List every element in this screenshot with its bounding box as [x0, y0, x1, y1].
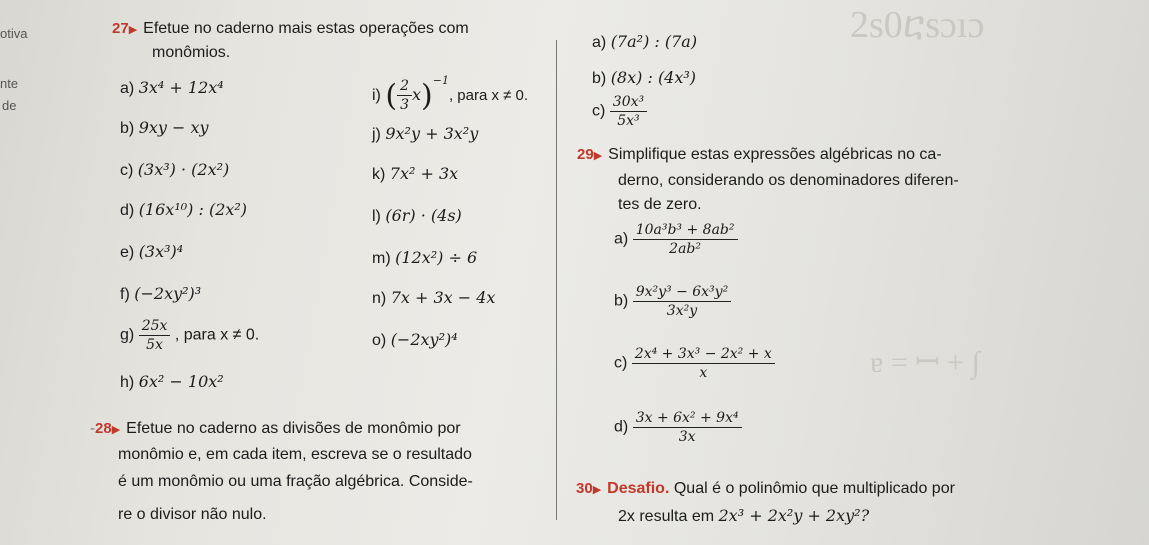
q28-item-a: a) (7a²) : (7a) — [592, 32, 698, 51]
fraction: $\frac{\text{9x²y³ − 6x³y²}}{\text{3x²y}}$ — [633, 284, 732, 319]
q28-number: 28 — [95, 420, 112, 437]
q27-header — [112, 20, 469, 38]
q27-item-m: m) (12x²) ÷ 6 — [372, 248, 478, 267]
q27-item-l: l) (6r) · (4s) — [372, 206, 462, 225]
q28-line: re o divisor não nulo. — [118, 506, 267, 523]
q27-item-o: o) (−2xy²)⁴ — [372, 330, 458, 349]
margin-fragment: otiva — [0, 26, 28, 41]
bleed-through-text: ɐ = ꟷ + ∫ — [870, 346, 980, 379]
q30-title: Desafio. — [607, 480, 670, 497]
fraction: $\frac{\text{30x³}}{\text{5x³}}$ — [610, 94, 647, 129]
q28-item-c: c) $\frac{\text{30x³}}{\text{5x³}}$ — [592, 94, 647, 129]
q27-item-e: e) (3x³)⁴ — [120, 242, 184, 261]
q30-line2: 2x resulta em 2x³ + 2x²y + 2xy²? — [618, 506, 870, 525]
q29-line: tes de zero. — [618, 196, 702, 213]
fraction: $\frac{\text{10a³b³ + 8ab²}}{\text{2ab²}}$ — [633, 222, 738, 257]
q28-header: -28▶ Efetue no caderno as divisões de monômio por — [90, 420, 461, 437]
fraction: $\frac{25x}{5x}$ — [139, 318, 171, 353]
q27-item-a: a) 3x⁴ + 12x⁴ — [120, 78, 224, 97]
q28-line: é um monômio ou uma fração algébrica. Conside- — [118, 473, 473, 490]
q27-intro: Efetue no caderno mais estas operações com — [143, 20, 469, 37]
q27-item-i: i) ( $\frac{2}{3}$ x)$^{-1}$, para x ≠ 0. — [372, 74, 529, 114]
q27-item-n: n) 7x + 3x − 4x — [372, 288, 496, 307]
q27-number: 27 — [112, 20, 129, 37]
margin-fragment: nte — [0, 76, 19, 91]
q30-header: 30▶ Desafio. Qual é o polinômio que multiplicado por — [576, 480, 955, 497]
q29-item-a: a) $\frac{\text{10a³b³ + 8ab²}}{\text{2ab²}}$ — [614, 222, 738, 257]
q27-item-g: g) $\frac{25x}{5x}$ , para x ≠ 0. — [120, 318, 260, 353]
q27-item-k: k) 7x² + 3x — [372, 164, 459, 183]
q27-item-j: j) 9x²y + 3x²y — [372, 124, 479, 143]
q29-item-b: b) $\frac{\text{9x²y³ − 6x³y²}}{\text{3x²y}}$ — [614, 284, 731, 319]
q27-item-b: b) 9xy − xy — [120, 118, 209, 137]
q28-line: monômio e, em cada item, escreva se o resultado — [118, 446, 472, 463]
q27-item-d: d) (16x¹⁰) : (2x²) — [120, 200, 248, 219]
q27-item-f: f) (−2xy²)³ — [120, 284, 202, 303]
q27-item-c: c) (3x³) · (2x²) — [120, 160, 230, 179]
fraction: $\frac{\text{3x + 6x² + 9x⁴}}{3x}$ — [633, 410, 742, 445]
q29-number: 29 — [577, 146, 594, 163]
q27-item-h: h) 6x² − 10x² — [120, 372, 224, 391]
bleed-through-text: 2s0ⴀsɔıɔ — [850, 4, 985, 46]
q29-item-d: d) $\frac{\text{3x + 6x² + 9x⁴}}{3x}$ — [614, 410, 742, 445]
arrow-icon: ▶ — [592, 484, 602, 496]
q29-header: 29▶ Simplifique estas expressões algébricas no ca- — [577, 146, 942, 163]
fraction: $\frac{\text{2x⁴ + 3x³ − 2x² + x}}{x}$ — [632, 346, 775, 381]
fraction: $\frac{2}{3}$ — [397, 78, 412, 113]
q27-intro-line2: monômios. — [152, 44, 231, 61]
arrow-icon: ▶ — [593, 150, 603, 162]
q29-line: derno, considerando os denominadores diferen- — [618, 172, 959, 189]
column-divider — [556, 40, 557, 520]
q30-number: 30 — [576, 480, 593, 497]
q29-item-c: c) $\frac{\text{2x⁴ + 3x³ − 2x² + x}}{x}$ — [614, 346, 775, 381]
q28-item-b: b) (8x) : (4x³) — [592, 68, 697, 87]
arrow-icon: ▶ — [128, 24, 138, 36]
margin-fragment: de — [2, 98, 17, 113]
arrow-icon: ▶ — [111, 424, 121, 436]
